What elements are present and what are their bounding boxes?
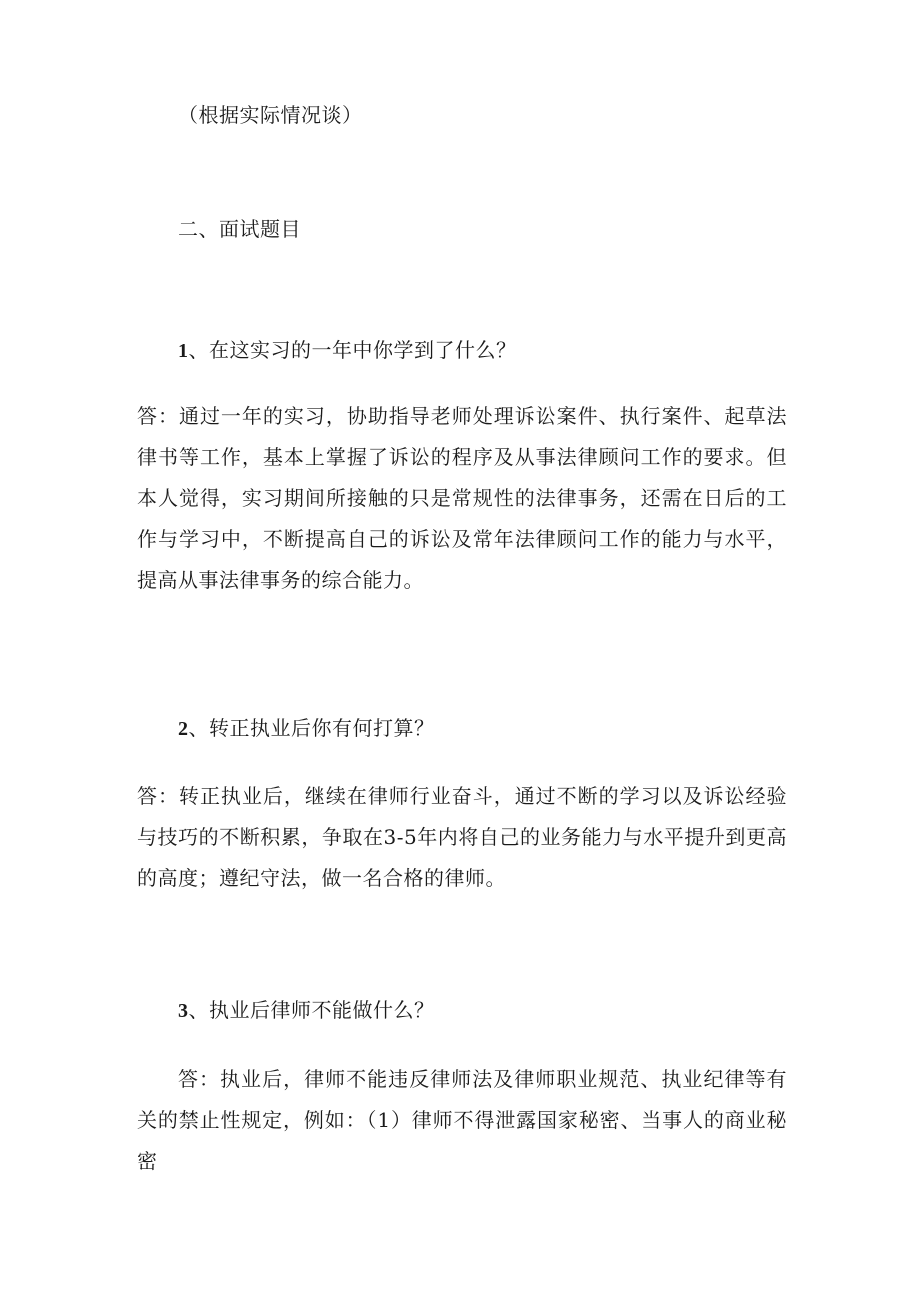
question-3-number: 3 [178,1000,189,1022]
question-2-answer: 答：转正执业后，继续在律师行业奋斗，通过不断的学习以及诉讼经验与技巧的不断积累，争取在3-5年内将自己的业务能力与水平提升到更高的高度；遵纪守法，做一名合格的律师。 [137,784,787,890]
question-3-answer: 答：执业后，律师不能违反律师法及律师职业规范、执业纪律等有关的禁止性规定，例如：（1）律师不得泄露国家秘密、当事人的商业秘密 [137,1067,787,1173]
question-3-heading [178,998,435,1023]
question-2-number: 2 [178,718,189,740]
section-heading: 二、面试题目 [178,217,301,241]
question-1-answer: 答：通过一年的实习，协助指导老师处理诉讼案件、执行案件、起草法律书等工作，基本上掌握了诉讼的程序及从事法律顾问工作的要求。但本人觉得，实习期间所接触的只是常规性的法律事务，还需在日后的工作与学习中，不断提高自己的诉讼及常年法律顾问工作的能力与水平，提高从事法律事务的综合能力。 [137,404,787,592]
question-2-title: 、转正执业后你有何打算？ [188,716,435,740]
question-1-heading [178,338,517,363]
question-1-number: 1 [178,340,189,362]
question-2-heading [178,716,435,741]
note-text: （根据实际情况谈） [178,103,363,127]
question-1-title: 、在这实习的一年中你学到了什么？ [188,338,517,362]
question-3-title: 、执业后律师不能做什么？ [188,998,435,1022]
